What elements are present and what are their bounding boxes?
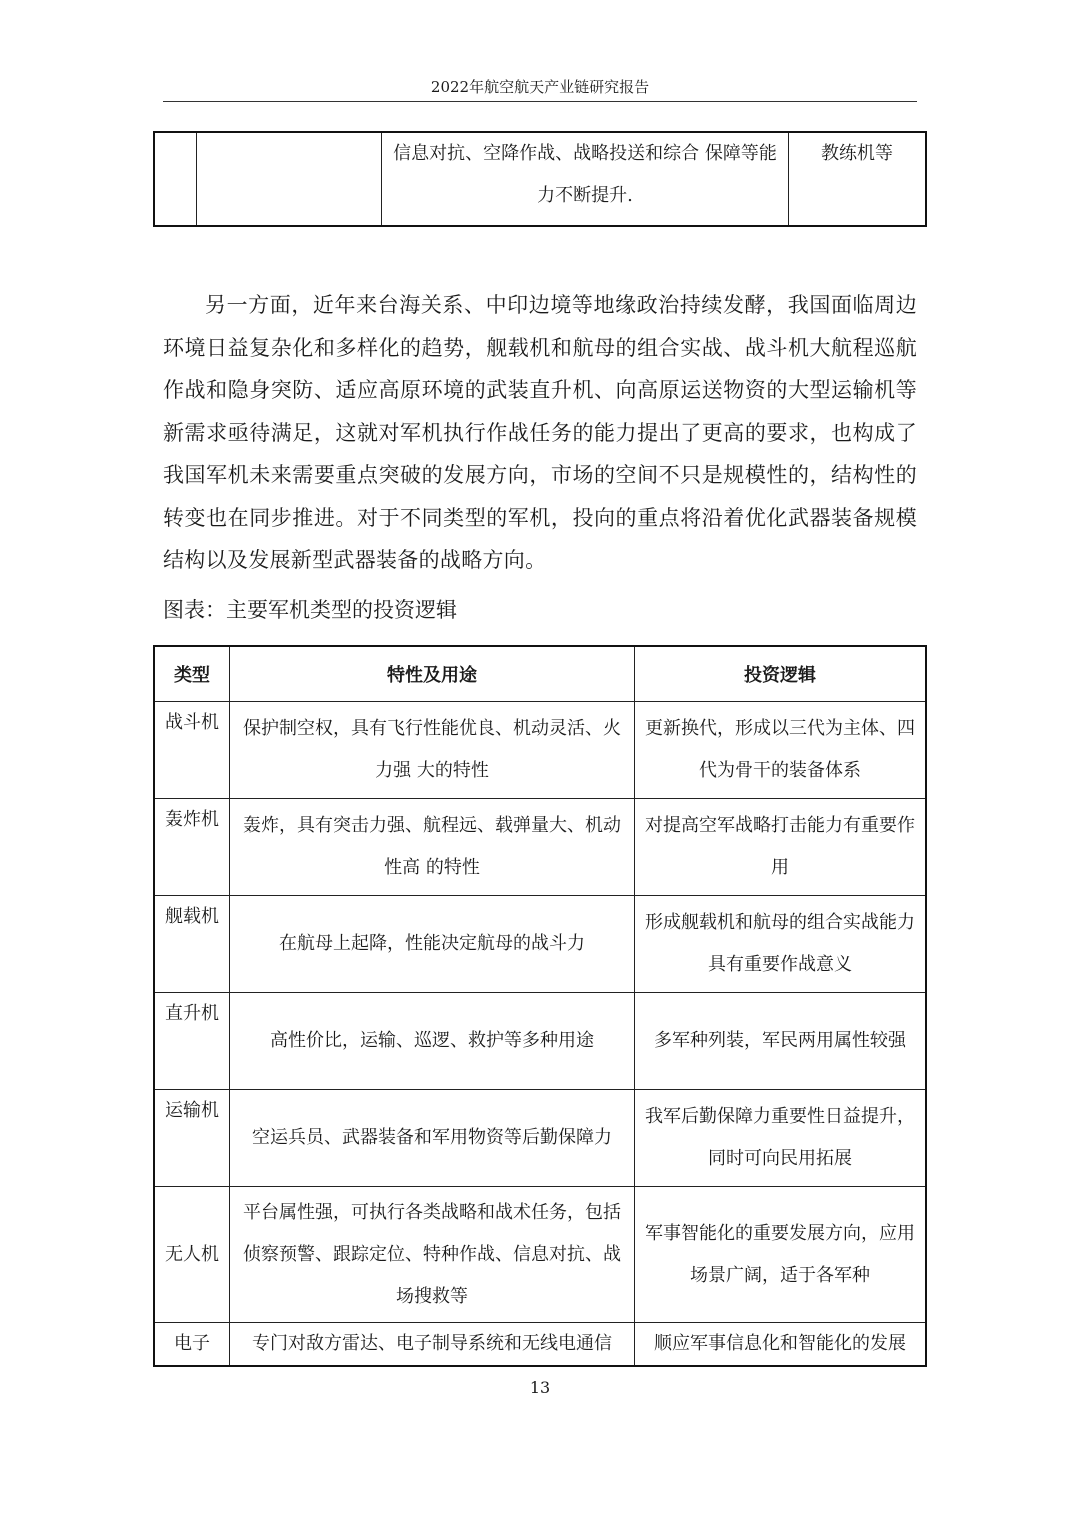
type-cell: 电子 [154, 1323, 230, 1367]
table-row [154, 993, 926, 1090]
logic-cell: 我军后勤保障力重要性日益提升，同时可向民用拓展 [635, 1090, 927, 1187]
feature-cell: 专门对敌方雷达、电子制导系统和无线电通信 [230, 1323, 635, 1367]
logic-cell: 多军种列装，军民两用属性较强 [635, 993, 927, 1090]
feature-cell: 保护制空权，具有飞行性能优良、机动灵活、火力强 大的特性 [230, 702, 635, 799]
page-number: 13 [529, 1378, 551, 1397]
type-cell: 无人机 [154, 1187, 230, 1323]
table-row [154, 1187, 926, 1323]
type-cell: 运输机 [154, 1090, 230, 1187]
header-logic: 投资逻辑 [635, 646, 927, 702]
table-row [154, 1090, 926, 1187]
type-cell: 直升机 [154, 993, 230, 1090]
logic-cell: 对提高空军战略打击能力有重要作用 [635, 799, 927, 896]
feature-cell: 平台属性强，可执行各类战略和战术任务，包括侦察预警、跟踪定位、特种作战、信息对抗、战场搜救等 [230, 1187, 635, 1323]
body-paragraph: 另一方面，近年来台海关系、中印边境等地缘政治持续发酵，我国面临周边环境日益复杂化和多样化的趋势，舰载机和航母的组合实战、战斗机大航程巡航作战和隐身突防、适应高原环境的武装直升机、向高原运送物资的大型运输机等新需求亟待满足，这就对军机执行作战任务的能力提出了更高的要求，也构成了我国军机未来需要重点突破的发展方向，市场的空间不只是规模性的，结构性的转变也在同步推进。对于不同类型的军机，投向的重点将沿着优化武器装备规模结构以及发展新型武器装备的战略方向。 [163, 293, 917, 572]
header-type: 类型 [154, 646, 230, 702]
feature-cell: 高性价比，运输、巡逻、救护等多种用途 [230, 993, 635, 1090]
table-cell-capability: 信息对抗、空降作战、战略投送和综合 保障等能力不断提升. [382, 132, 789, 226]
feature-cell: 轰炸，具有突击力强、航程远、载弹量大、机动性高 的特性 [230, 799, 635, 896]
table-row [154, 799, 926, 896]
logic-cell: 形成舰载机和航母的组合实战能力具有重要作战意义 [635, 896, 927, 993]
table-cell-aircraft: 教练机等 [789, 132, 927, 226]
header-feature: 特性及用途 [230, 646, 635, 702]
table-row [154, 702, 926, 799]
table-row [154, 1323, 926, 1367]
feature-cell: 空运兵员、武器装备和军用物资等后勤保障力 [230, 1090, 635, 1187]
table-header-row [154, 646, 926, 702]
table-row [154, 896, 926, 993]
logic-cell: 顺应军事信息化和智能化的发展 [635, 1323, 927, 1367]
continued-table [153, 131, 927, 227]
table-cell-empty [197, 132, 382, 226]
feature-cell: 在航母上起降，性能决定航母的战斗力 [230, 896, 635, 993]
type-cell: 轰炸机 [154, 799, 230, 896]
type-cell: 舰载机 [154, 896, 230, 993]
investment-logic-table [153, 645, 927, 1367]
page-header: 2022年航空航天产业链研究报告 [163, 76, 917, 102]
table-cell-empty [154, 132, 197, 226]
figure-caption: 图表：主要军机类型的投资逻辑 [163, 598, 457, 622]
type-cell: 战斗机 [154, 702, 230, 799]
logic-cell: 更新换代，形成以三代为主体、四代为骨干的装备体系 [635, 702, 927, 799]
logic-cell: 军事智能化的重要发展方向，应用场景广阔，适于各军种 [635, 1187, 927, 1323]
